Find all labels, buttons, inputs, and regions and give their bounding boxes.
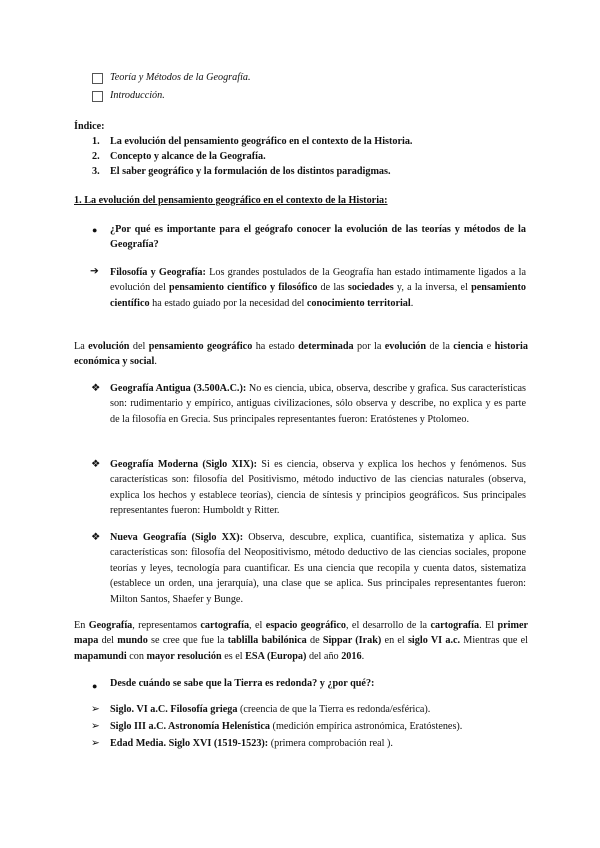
carto-bold-9: siglo VI a.c. xyxy=(407,635,461,647)
diamond-bullet-icon: ❖ xyxy=(91,459,101,470)
arrowhead-bullet-icon: ➢ xyxy=(91,738,100,749)
carto-bold-12: ESA (Europa) xyxy=(245,650,307,662)
timeline-item-2 xyxy=(110,721,462,732)
evolution-bold-3: determinada xyxy=(298,341,354,352)
diamond-bullet-icon: ❖ xyxy=(91,532,101,543)
index-number-3: 3. xyxy=(92,166,100,177)
index-item-1: La evolución del pensamiento geográfico en el contexto de la Historia. xyxy=(110,136,413,147)
carto-text-5: . El xyxy=(479,620,498,631)
index-number-2: 2. xyxy=(92,151,100,162)
era-ancient-label: Geografía Antigua (3.500A.C.): xyxy=(110,383,247,394)
timeline-label-1: Siglo. VI a.C. Filosofía griega xyxy=(110,704,238,715)
philosophy-text-3: y, a la inversa, el xyxy=(393,282,472,294)
timeline-item-3 xyxy=(110,738,393,749)
carto-text-3: , el xyxy=(249,620,266,631)
era-modern-text: Si es ciencia, observa y explica los hechos y fenómenos. Sus características son: filosofía del Positivismo, método inductivo de las ciencias naturales (observa, explica los hechos y establece teorías), ciencia de síntesis y principios geográficos. Sus principales representantes fueron: Humboldt y Ritter. xyxy=(110,459,526,517)
evolution-text-2: del xyxy=(129,341,149,352)
evolution-bold-5: ciencia xyxy=(453,341,484,352)
philosophy-text-2: de las xyxy=(317,282,348,294)
philosophy-text-4: ha estado guiado por la necesidad del xyxy=(149,297,307,309)
carto-text-7: se cree que fue la xyxy=(147,635,228,647)
carto-text-6: del xyxy=(98,635,118,647)
era-ancient-text: No es ciencia, ubica, observa, describe y grafica. Sus características son: rudimentario y empírico, antiguas civilizaciones, sólo observa y describe, no explica y es parte de la filosofía en Grecia. Sus principales representantes fueron: Eratóstenes y Ptolomeo. xyxy=(110,383,526,425)
evolution-bold-1: evolución xyxy=(88,341,130,352)
bullet-dot-icon: ● xyxy=(92,225,98,235)
checklist-item-1: Teoría y Métodos de la Geografía. xyxy=(110,72,251,83)
carto-text-4: , el desarrollo de la xyxy=(346,620,431,631)
philosophy-label: Filosofía y Geografía: xyxy=(110,267,206,278)
carto-bold-10: mapamundi xyxy=(74,650,127,662)
index-title: Índice: xyxy=(74,121,105,132)
evolution-text-4: por la xyxy=(353,341,385,352)
carto-text-2: , representamos xyxy=(132,620,201,631)
timeline-text-1: (creencia de que la Tierra es redonda/esférica). xyxy=(237,704,431,715)
evolution-text-6: e xyxy=(483,341,495,352)
evolution-text-3: ha estado xyxy=(252,341,299,352)
evolution-bold-4: evolución xyxy=(384,341,427,352)
diamond-bullet-icon: ❖ xyxy=(91,383,101,394)
timeline-item-1 xyxy=(110,704,430,715)
carto-bold-5: primer mapa xyxy=(74,620,529,647)
carto-bold-7: tablilla babilónica xyxy=(227,635,307,647)
philosophy-paragraph xyxy=(110,265,526,311)
philosophy-bold-4: conocimiento territorial xyxy=(306,297,411,309)
philosophy-bold-2: sociedades xyxy=(347,282,394,294)
question-2-text: Desde cuándo se sabe que la Tierra es redonda? y ¿por qué?: xyxy=(110,678,375,689)
arrowhead-bullet-icon: ➢ xyxy=(91,704,100,715)
arrowhead-bullet-icon: ➢ xyxy=(91,721,100,732)
evolution-paragraph xyxy=(74,339,528,370)
index-item-3: El saber geográfico y la formulación de los distintos paradigmas. xyxy=(110,166,391,177)
question-text: ¿Por qué es importante para el geógrafo conocer la evolución de las teorías y métodos de la Geografía? xyxy=(110,224,526,251)
carto-bold-13: 2016 xyxy=(341,650,362,662)
evolution-bold-6: historia económica y social xyxy=(74,341,528,368)
carto-text-11: con xyxy=(126,650,147,662)
carto-bold-2: cartografía xyxy=(200,620,250,631)
evolution-bold-2: pensamiento geográfico xyxy=(148,341,253,352)
carto-text-8: de xyxy=(306,635,323,647)
bullet-dot-icon: ● xyxy=(92,681,98,691)
arrow-icon: ➔ xyxy=(90,266,99,277)
era-new xyxy=(110,530,526,607)
philosophy-bold-1: pensamiento científico y filosófico xyxy=(169,282,318,294)
evolution-text-5: de la xyxy=(426,341,454,352)
timeline-label-2: Siglo III a.C. Astronomía Helenística xyxy=(110,721,270,732)
cartography-paragraph xyxy=(74,618,528,664)
evolution-text-7: . xyxy=(154,356,157,368)
philosophy-text-5: . xyxy=(410,297,414,309)
carto-bold-3: espacio geográfico xyxy=(265,620,347,631)
carto-text-10: Mientras que el xyxy=(460,635,529,647)
checklist-item-2: Introducción. xyxy=(110,90,165,101)
carto-text-12: es el xyxy=(221,650,246,662)
carto-bold-4: cartografía xyxy=(430,620,480,631)
timeline-label-3: Edad Media. Siglo XVI (1519-1523): xyxy=(110,738,269,749)
carto-bold-11: mayor resolución xyxy=(146,650,222,662)
timeline-text-2: (medición empírica astronómica, Eratóstenes). xyxy=(270,721,463,732)
index-item-2: Concepto y alcance de la Geografía. xyxy=(110,151,266,162)
carto-bold-1: Geografía xyxy=(88,620,133,631)
era-new-label: Nueva Geografía (Siglo XX): xyxy=(110,532,244,543)
evolution-text-1: La xyxy=(74,341,89,352)
section-heading: 1. La evolución del pensamiento geográfico en el contexto de la Historia: xyxy=(74,195,388,206)
carto-text-9: en el xyxy=(381,635,408,647)
index-number-1: 1. xyxy=(92,136,100,147)
carto-text-14: . xyxy=(361,650,365,662)
checkbox-icon[interactable] xyxy=(92,91,103,102)
philosophy-text-1: Los grandes postulados de la Geografía han estado íntimamente ligados a la evolución del xyxy=(110,267,526,294)
timeline-text-3: (primera comprobación real ). xyxy=(268,738,393,749)
philosophy-bold-3: pensamiento científico xyxy=(110,282,527,309)
checkbox-icon[interactable] xyxy=(92,73,103,84)
era-modern-label: Geografía Moderna (Siglo XIX): xyxy=(110,459,257,470)
carto-text-1: En xyxy=(74,620,89,631)
era-modern xyxy=(110,457,526,519)
carto-bold-8: Sippar (Irak) xyxy=(322,635,382,647)
carto-bold-6: mundo xyxy=(117,635,148,647)
era-new-text: Observa, descubre, explica, cuantifica, sistematiza y aplica. Sus características son: filosofía del Neopositivismo, método deductivo de las ciencias sociales, propone teorías y leyes, tecnología para cuantificar. Es una ciencia que recopila y cuenta datos, sistematiza (establece un orden, una jerarquía), una clase que se aplica. Sus principales representantes fueron: Milton Santos, Shaefer y Bunge. xyxy=(110,532,526,605)
era-ancient xyxy=(110,381,526,427)
carto-text-13: del año xyxy=(306,650,342,662)
